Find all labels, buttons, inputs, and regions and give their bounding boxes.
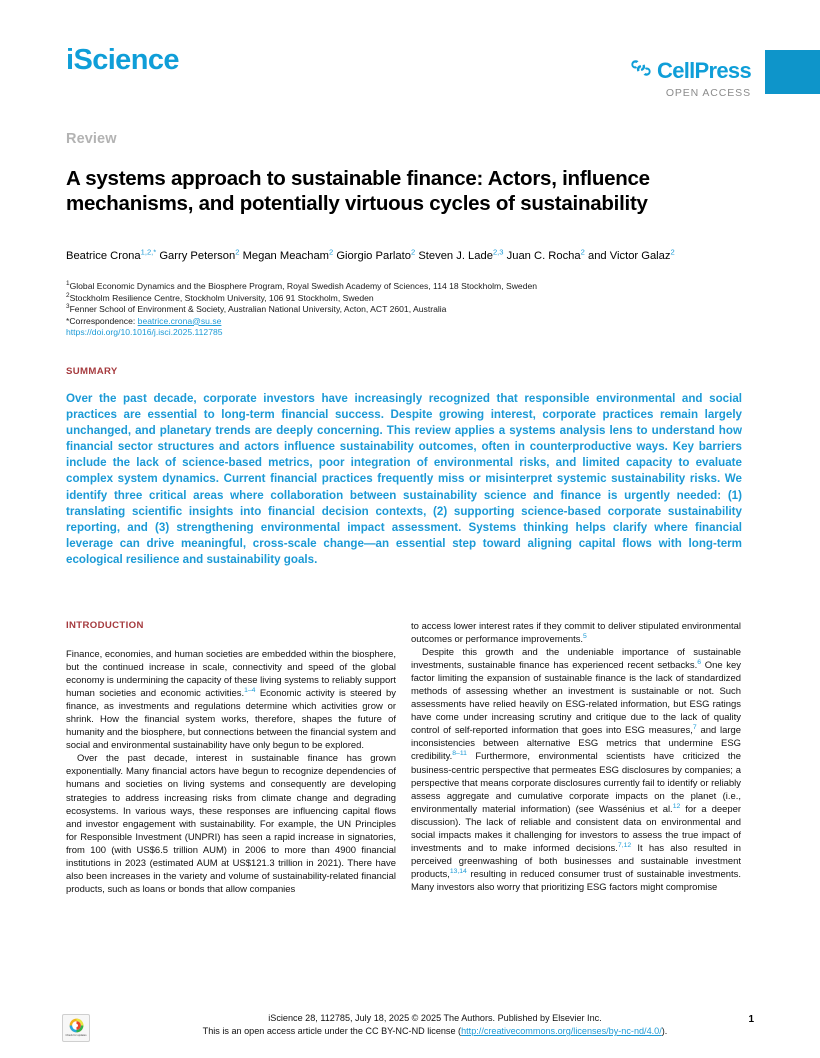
masthead [66, 46, 820, 106]
affiliation-line: $^1$Global Economic Dynamics and the Biosphere Program, Royal Swedish Academy of Sciences, 114 18 Stockholm, Sweden [66, 280, 538, 291]
citation-reference[interactable]: 7,12 [617, 841, 632, 849]
author-name: Beatrice Crona [66, 250, 141, 262]
license-suffix: ). [661, 1026, 668, 1036]
publisher-brand-block [630, 46, 820, 99]
citation-reference[interactable]: 8–11 [452, 750, 467, 758]
citation-reference[interactable]: 13,14 [449, 867, 467, 875]
body-paragraph: Finance, economies, and human societies are embedded within the biosphere, but the continued increase in scale, connectivity and speed of the global economy is undermining the capacity of these living systems to reliably support human societies and economic activities.$^{1-4}$ Economic activity is steered by finance, as investments and regulations determine which activities grow or shrink. How the financial system works, therefore, shapes the future of humanity and the biosphere, but connections between the financial system and social and environmental sustainability have only begun to be explored. [66, 649, 396, 752]
license-prefix: This is an open access article under the CC BY-NC-ND license ( [202, 1026, 462, 1036]
footer-citation-block [120, 1012, 750, 1038]
body-paragraph: Over the past decade, interest in sustainable finance has grown exponentially. Many financial actors have begun to recognize dependencies of humans and societies on living systems and consequently are developing strategies to address increasing risks from climate change and degrading ecosystems. In various ways, these responses are influencing capital flows and investor engagement with sustainability. For example, the UN Principles for Responsible Investment (UNPRI) has seen a rapid increase in signatories, from 100 (with US$6.5 trillion AUM) in 2006 to more than 4900 financial institutions in 2023 (estimated AUM at US$121.3 trillion in 2021). There have also been increases in the variety and volume of sustainability-related financial products, such as loans or bonds that allow companies [66, 753, 396, 895]
correspondence-line [66, 316, 766, 328]
article-type-label: Review [66, 131, 117, 147]
affiliations-block [66, 281, 766, 339]
author-affiliation-marker: 2 [580, 247, 585, 257]
author-affiliation-marker: 2,3 [492, 247, 504, 257]
affiliation-line: $^3$Fenner School of Environment & Society, Australian National University, Acton, ACT 2601, Australia [66, 303, 447, 314]
cellpress-wordmark: CellPress [657, 57, 751, 83]
body-column-right [411, 620, 741, 894]
masthead-blue-block [765, 50, 820, 94]
author-name: Giorgio Parlato [336, 250, 411, 262]
author-affiliation-marker: 2 [410, 247, 416, 257]
body-paragraph: to access lower interest rates if they commit to deliver stipulated environmental outcomes or performance improvements.$^5$ [411, 621, 741, 646]
affiliation-line: $^2$Stockholm Resilience Centre, Stockholm University, 106 91 Stockholm, Sweden [66, 291, 374, 303]
open-access-label: OPEN ACCESS [665, 87, 751, 99]
page-footer [0, 998, 820, 1046]
cellpress-link-mark-icon [630, 58, 652, 83]
author-name: Juan C. Rocha [506, 250, 581, 262]
body-column-left [66, 648, 396, 896]
citation-reference[interactable]: 5 [583, 632, 587, 640]
author-affiliation-marker: 2 [329, 247, 334, 257]
summary-body: Over the past decade, corporate investors have increasingly recognized that responsible environmental and social practices are essential to long-term financial success. Despite growing interest, corporate practices remain largely unchanged, and planetary trends are deeply concerning. This review applies a systems analysis lens to understand how financial sector structures and actors influence sustainability outcomes, often in counterproductive ways. Key barriers include the lack of science-based metrics, poor integration of environmental risks, and limited capacity to evaluate complex system dynamics. Current financial practices frequently miss or misinterpret systemic sustainability risks. We identify three critical areas where collaboration between sustainability science and finance is urgently needed: (1) translating scientific insights into financial decision contexts, (2) supporting science-based corporate sustainability reporting, and (3) strengthening environmental impact assessment. Systems thinking helps clarify where financial leverage can drive meaningful, cross-scale change—an essential step toward aligning capital flows with long-term ecological resilience and sustainability goals. [66, 392, 742, 566]
license-link[interactable]: http://creativecommons.org/licenses/by-nc-nd/4.0/ [461, 1026, 662, 1036]
footer-citation: iScience 28, 112785, July 18, 2025 © 2025 The Authors. Published by Elsevier Inc. [268, 1013, 602, 1023]
author-name: Garry Peterson [159, 250, 236, 262]
doi-link[interactable]: https://doi.org/10.1016/j.isci.2025.112785 [66, 327, 223, 337]
affiliation-marker: 3 [66, 303, 70, 311]
author-affiliation-marker: 1,2,* [140, 247, 157, 257]
crossmark-check-for-updates-icon[interactable] [62, 1014, 90, 1042]
citation-reference[interactable]: 12 [672, 802, 681, 810]
footer-license [120, 1025, 750, 1038]
affiliation-marker: 1 [66, 280, 70, 288]
citation-reference[interactable]: 7 [692, 724, 697, 732]
author-affiliation-marker: 2 [235, 247, 240, 257]
introduction-heading: INTRODUCTION [66, 620, 144, 631]
author-list [66, 249, 756, 265]
page-number: 1 [748, 1014, 754, 1025]
affiliation-marker: 2 [66, 291, 70, 299]
cellpress-logo [630, 46, 751, 99]
citation-reference[interactable]: 1–4 [244, 687, 256, 694]
author-name: Megan Meacham [242, 250, 329, 262]
author-name: Steven J. Lade [418, 250, 493, 262]
author-affiliation-marker: 2 [670, 247, 675, 257]
correspondence-label: *Correspondence: [66, 315, 138, 326]
correspondence-email-link[interactable]: beatrice.crona@su.se [137, 315, 222, 326]
citation-reference[interactable]: 6 [697, 659, 702, 666]
page-title: A systems approach to sustainable finance: Actors, influence mechanisms, and potentially virtuous cycles of sustainability [66, 166, 650, 216]
author-name: and Victor Galaz [587, 250, 671, 262]
journal-logo: iScience [66, 44, 179, 76]
crossmark-label: Check for updates [65, 1034, 87, 1038]
summary-heading: SUMMARY [66, 366, 118, 377]
body-paragraph: Despite this growth and the undeniable importance of sustainable investments, sustainable finance has experienced recent setbacks.$^6$ One key factor limiting the expansion of sustainable finance is the lack of standardized methods of assessing whether an investment is sustainable or not. Such assessments have relied heavily on ESG-related information, but ESG ratings have come under increasing scrutiny and critique due to the lack of quality control of self-reported information that goes into ESG measures,$^7$ and large inconsistencies between alternative ESG metrics that undermine ESG credibility.$^{8-11}$ Furthermore, environmental scientists have criticized the business-centric perspective that permeates ESG disclosures by companies; a perspective that means corporate disclosures currently fail to identify or reliably assess aggregate and cumulative corporate impacts on the planet (i.e., environmentally material information) (see Wassénius et al.$^{12}$ for a deeper discussion). The lack of reliable and consistent data on environmental and social impacts makes it challenging for investors to assess the true impact of investments and to make informed decisions.$^{7,12}$ It has also resulted in perceived greenwashing of both businesses and sustainable investment products,$^{13,14}$ resulting in reduced consumer trust of sustainable investments. Many investors also worry that prioritizing ESG factors might compromise [411, 647, 741, 893]
